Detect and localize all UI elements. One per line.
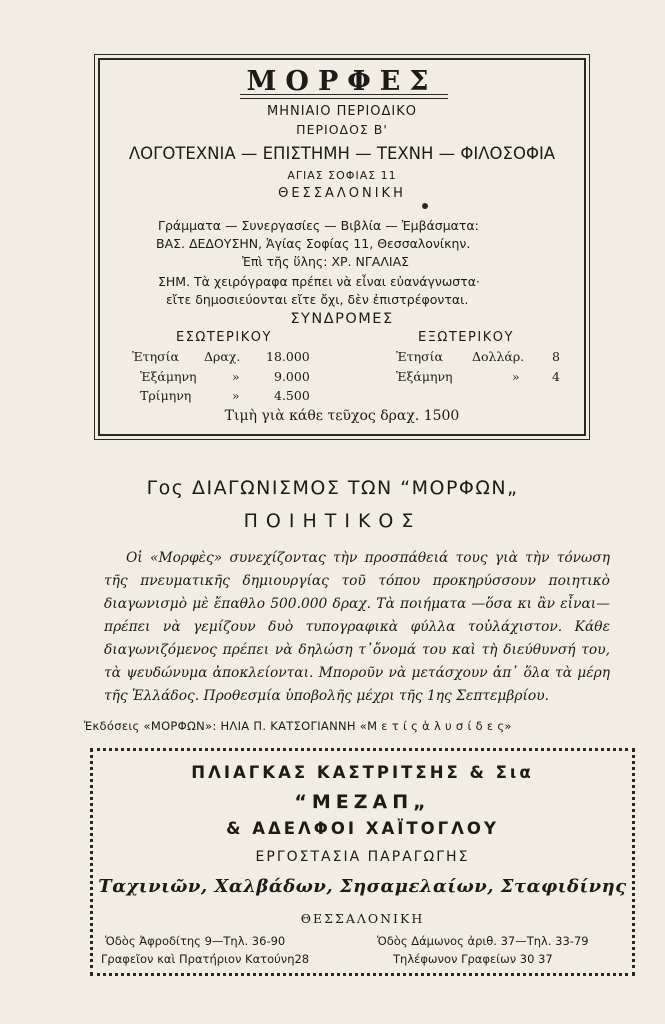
title-rule-2 <box>240 98 448 99</box>
magazine-topics: ΛΟΓΟΤΕΧΝΙΑ — ΕΠΙΣΤΗΜΗ — ΤΕΧΝΗ — ΦΙΛΟΣΟΦΙΑ <box>128 144 556 163</box>
foreign-row-unit: » <box>512 369 520 384</box>
publications-line: Ἐκδόσεις «ΜΟΡΦΩΝ»: ΗΛΙΑ Π. ΚΑΤΣΟΓΙΑΝΝΗ «Μ ε τ ί ς ἁ λ υ σ ί δ ε ς» <box>84 719 512 733</box>
note-line-1: ΣΗΜ. Τὰ χειρόγραφα πρέπει νὰ εἶναι εὐανάγνωστα· <box>158 274 480 289</box>
company-brand: “ΜΕΖΑΠ„ <box>294 791 431 813</box>
note-line-2: εἴτε δημοσιεύονται εἴτε ὄχι, δὲν ἐπιστρέφονται. <box>166 292 469 307</box>
competition-subtitle: ΠΟΙΗΤΙΚΟΣ <box>243 510 422 532</box>
magazine-street: ΑΓΙΑΣ ΣΟΦΙΑΣ 11 <box>287 169 397 182</box>
foreign-row-label: Ἐτησία <box>396 349 443 364</box>
contact-line-2: ΒΑΣ. ΔΕΔΟΥΣΗΝ, Ἁγίας Σοφίας 11, Θεσσαλονίκην. <box>156 236 471 251</box>
address-right-2: Τηλέφωνον Γραφείων 30 37 <box>393 952 553 966</box>
masthead-box <box>98 58 586 436</box>
advertisement-box <box>90 748 635 976</box>
foreign-row-value: 4 <box>552 369 560 384</box>
company-city: ΘΕΣΣΑΛΟΝΙΚΗ <box>300 911 425 926</box>
address-left-1: Ὁδὸς Ἀφροδίτης 9—Τηλ. 36-90 <box>105 934 286 948</box>
contact-line-3: Ἐπὶ τῆς ὕλης: ΧΡ. ΝΓΑΛΙΑΣ <box>242 254 410 269</box>
issue-price: Τιμὴ γιὰ κάθε τεῦχος δραχ. 1500 <box>224 408 460 424</box>
foreign-row-unit: Δολλάρ. <box>472 349 525 364</box>
contact-line-1: Γράμματα — Συνεργασίες — Βιβλία — Ἐμβάσματα: <box>158 218 479 233</box>
magazine-period: ΠΕΡΙΟΔΟΣ Β' <box>296 122 388 137</box>
domestic-row-value: 18.000 <box>266 349 310 364</box>
competition-title: Γος ΔΙΑΓΩΝΙΣΜΟΣ ΤΩΝ “ΜΟΡΦΩΝ„ <box>146 477 519 499</box>
magazine-subtitle: ΜΗΝΙΑΙΟ ΠΕΡΙΟΔΙΚΟ <box>266 104 418 119</box>
company-partners: & ΑΔΕΛΦΟΙ ΧΑΪΤΟΓΛΟΥ <box>226 819 499 838</box>
competition-body: Οἱ «Μορφὲς» συνεχίζοντας τὴν προσπάθειά τους γιὰ τὴν τόνωση τῆς πνευματικῆς δημιουργίας τοῦ τόπου προκηρύσσουν ποιητικὸ διαγωνισμὸ μὲ ἔπαθλο 500.000 δραχ. Τὰ ποιήματα —ὅσα κι ἂν εἶναι— πρέπει νὰ γεμίζουν δυὸ τυπογραφικὰ φύλλα τοὐλάχιστον. Κάθε διαγωνιζόμενος πρέπει νὰ δηλώση τ᾿ὄνομά του καὶ τὴ διεύθυνσή του, τὰ ψευδώνυμα ἀποκλείονται. Μποροῦν νὰ μετάσχουν ἀπ᾿ ὅλα τὰ μέρη τῆς Ἑλλάδος. Προθεσμία ὑποβολῆς μέχρι τῆς 1ης Σεπτεμβρίου. <box>104 550 610 704</box>
company-factories: ΕΡΓΟΣΤΑΣΙΑ ΠΑΡΑΓΩΓΗΣ <box>255 849 470 865</box>
address-left-2: Γραφεῖον καὶ Πρατήριον Κατούνη28 <box>101 952 310 966</box>
magazine-city: ΘΕΣΣΑΛΟΝΙΚΗ <box>278 186 406 201</box>
domestic-row-label: Ἐτησία <box>132 349 179 364</box>
domestic-row-unit: » <box>232 369 240 384</box>
domestic-row-unit: Δραχ. <box>204 349 241 364</box>
address-right-1: Ὁδὸς Δάμωνος ἀριθ. 37—Τηλ. 33-79 <box>377 934 589 948</box>
title-rule <box>240 94 448 95</box>
subscriptions-title: ΣΥΝΔΡΟΜΕΣ <box>290 311 394 327</box>
foreign-header: ΕΞΩΤΕΡΙΚΟΥ <box>418 330 514 345</box>
ornament-dot <box>422 203 428 209</box>
company-products: Ταχινιῶν, Χαλβάδων, Σησαμελαίων, Σταφιδίνης <box>98 876 627 897</box>
foreign-row-value: 8 <box>552 349 560 364</box>
domestic-row-unit: » <box>232 388 240 403</box>
domestic-header: ΕΣΩΤΕΡΙΚΟΥ <box>176 330 272 345</box>
foreign-row-label: Ἑξάμηνη <box>396 369 453 384</box>
domestic-row-value: 4.500 <box>274 388 310 403</box>
company-name: ΠΛΙΑΓΚΑΣ ΚΑΣΤΡΙΤΣΗΣ & Σια <box>191 763 534 782</box>
magazine-title: ΜΟΡΦΕΣ <box>246 66 438 97</box>
domestic-row-label: Ἑξάμηνη <box>140 369 197 384</box>
domestic-row-label: Τρίμηνη <box>140 388 192 403</box>
domestic-row-value: 9.000 <box>274 369 310 384</box>
